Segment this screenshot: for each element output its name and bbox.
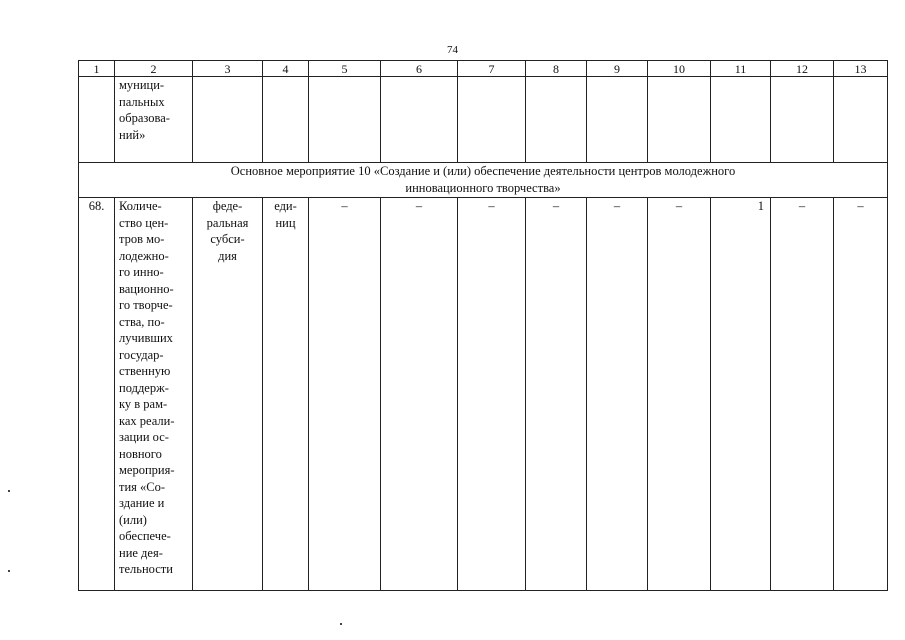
continued-row	[79, 77, 888, 163]
value-cell: 1	[711, 198, 771, 591]
continued-indicator-text: муници- пальных образова- ний»	[115, 77, 193, 163]
column-number: 13	[834, 61, 888, 77]
unit: еди- ниц	[263, 198, 309, 591]
row-number: 68.	[79, 198, 115, 591]
value-cell: –	[381, 198, 458, 591]
section-row	[79, 163, 888, 198]
column-number: 1	[79, 61, 115, 77]
column-number-row	[79, 61, 888, 77]
column-number: 10	[648, 61, 711, 77]
scan-speck	[8, 490, 10, 492]
section-title-text: Основное мероприятие 10 «Создание и (или) обеспечение деятельности центров молодежного инновационного творчества»	[230, 164, 736, 195]
value-cell: –	[526, 198, 587, 591]
scan-speck	[8, 570, 10, 572]
indicator-name: Количе- ство цен- тров мо- лодежно- го инно- вационно- го творче- ства, по- лучивших государ- ственную поддерж- ку в рам- ках реали- зации ос- новного мероприя- тия «Со- здание и (или) обеспече- ние дея- тельности	[115, 198, 193, 591]
column-number: 4	[263, 61, 309, 77]
page-number: 74	[447, 44, 458, 56]
indicators-table	[78, 60, 888, 591]
funding-source: феде- ральная субси- дия	[193, 198, 263, 591]
value-cell: –	[309, 198, 381, 591]
section-title	[79, 163, 888, 198]
column-number: 3	[193, 61, 263, 77]
value-cell: –	[648, 198, 711, 591]
value-cell: –	[458, 198, 526, 591]
scan-speck	[340, 623, 342, 625]
value-cell: –	[587, 198, 648, 591]
column-number: 5	[309, 61, 381, 77]
table-row	[79, 198, 888, 591]
column-number: 8	[526, 61, 587, 77]
column-number: 6	[381, 61, 458, 77]
column-number: 2	[115, 61, 193, 77]
value-cell: –	[771, 198, 834, 591]
value-cell: –	[834, 198, 888, 591]
column-number: 12	[771, 61, 834, 77]
column-number: 7	[458, 61, 526, 77]
column-number: 11	[711, 61, 771, 77]
column-number: 9	[587, 61, 648, 77]
